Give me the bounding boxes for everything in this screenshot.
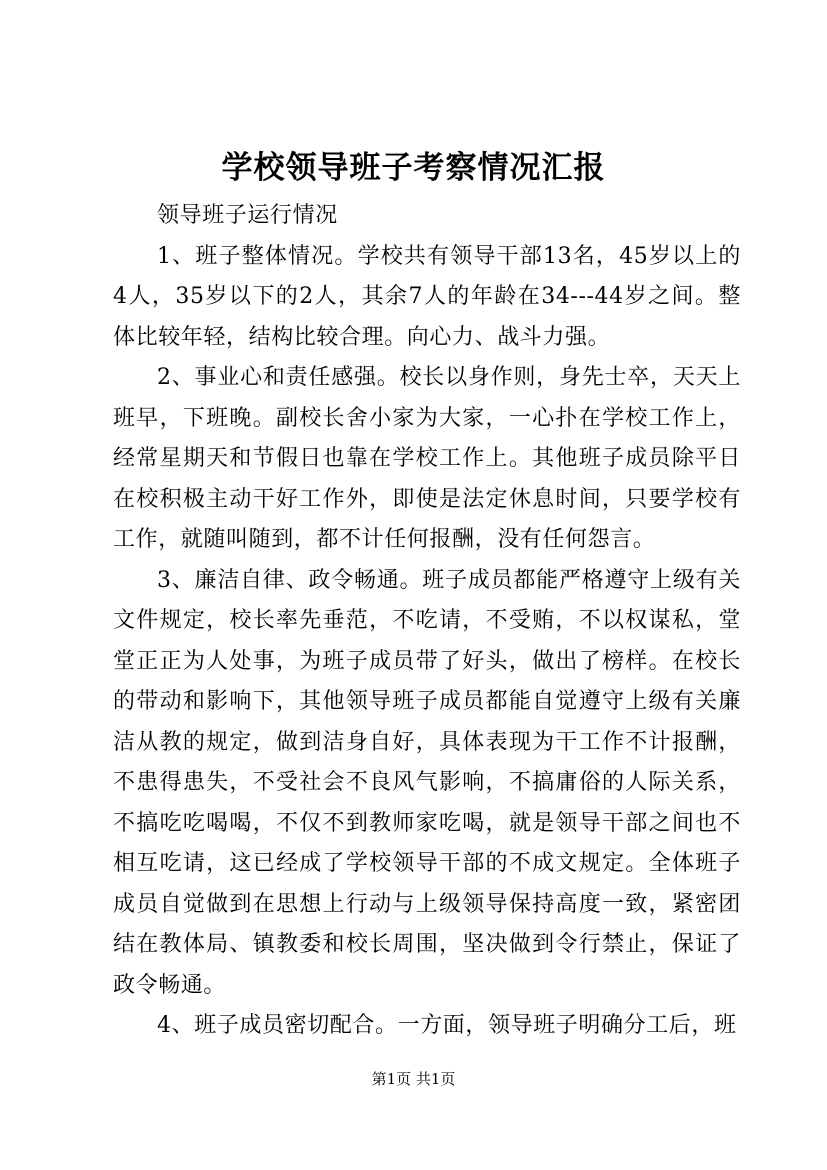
document-body [113, 196, 741, 1047]
paragraph-1: 1、班子整体情况。学校共有领导干部13名，45岁以上的4人，35岁以下的2人，其余7人的年龄在34---44岁之间。整体比较年轻，结构比较合理。向心力、战斗力强。 [113, 243, 741, 350]
paragraph-2: 2、事业心和责任感强。校长以身作则，身先士卒，天天上班早，下班晚。副校长舍小家为大家，一心扑在学校工作上，经常星期天和节假日也靠在学校工作上。其他班子成员除平日在校积极主动干好工作外，即使是法定休息时间，只要学校有工作，就随叫随到，都不计任何报酬，没有任何怨言。 [113, 365, 741, 552]
paragraph-3: 3、廉洁自律、政令畅通。班子成员都能严格遵守上级有关文件规定，校长率先垂范，不吃请，不受贿，不以权谋私，堂堂正正为人处事，为班子成员带了好头，做出了榜样。在校长的带动和影响下，其他领导班子成员都能自觉遵守上级有关廉洁从教的规定，做到洁身自好，具体表现为干工作不计报酬，不患得患失，不受社会不良风气影响，不搞庸俗的人际关系，不搞吃吃喝喝，不仅不到教师家吃喝，就是领导干部之间也不相互吃请，这已经成了学校领导干部的不成文规定。全体班子成员自觉做到在思想上行动与上级领导保持高度一致，紧密团结在教体局、镇教委和校长周围，坚决做到令行禁止，保证了政令畅通。 [113, 567, 741, 998]
paragraph-4: 4、班子成员密切配合。一方面，领导班子明确分工后，班 [157, 1013, 737, 1038]
page-number-footer: 第1页 共1页 [371, 1070, 456, 1088]
document-title: 学校领导班子考察情况汇报 [221, 150, 606, 186]
section-heading: 领导班子运行情况 [157, 203, 338, 228]
